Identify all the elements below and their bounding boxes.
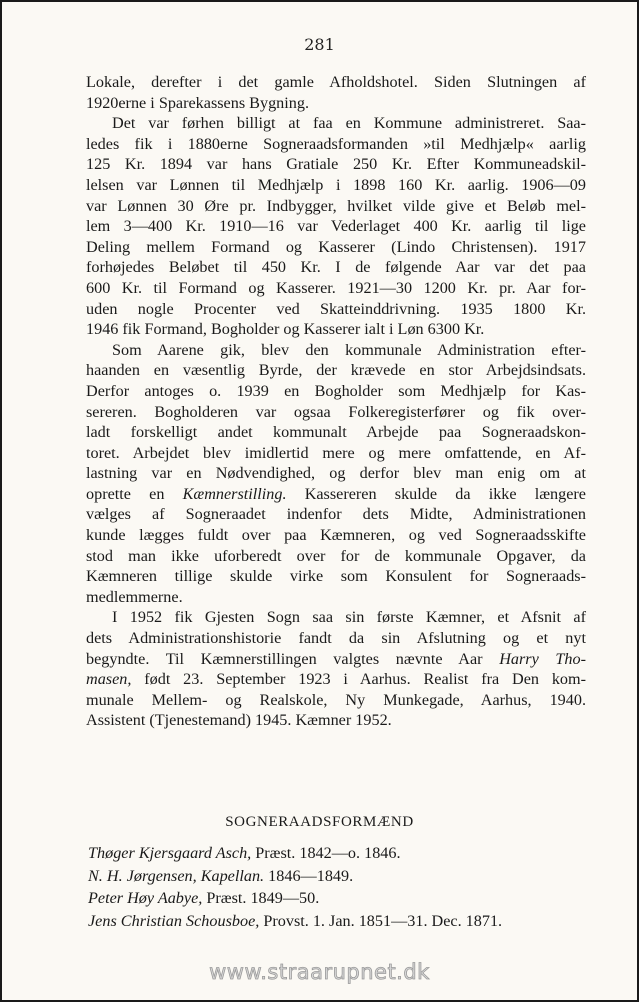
text-line: I 1952 fik Gjesten Sogn saa sin første Kæmner, et Afsnit af <box>112 608 586 627</box>
text-line <box>86 484 586 505</box>
page-number: 281 <box>304 35 335 54</box>
text-line: ladt forskelligt andet kommunalt Arbejde paa Sogneraadskon- <box>86 423 586 442</box>
text-line: Assistent (Tjenestemand) 1945. Kæmner 1952. <box>86 711 392 730</box>
text-line: Kæmneren tillige skulde virke som Konsulent for Sogneraads- <box>86 567 586 586</box>
chairmen-list <box>88 842 588 932</box>
text-line: munale Mellem- og Realskole, Ny Munkegade, Aarhus, 1940. <box>86 690 586 709</box>
text-line: 600 Kr. til Formand og Kasserer. 1921—30 1200 Kr. pr. Aar for- <box>86 278 586 297</box>
list-item <box>88 910 588 933</box>
text-line: medlemmerne. <box>86 587 183 606</box>
body-text <box>86 72 586 731</box>
chairman-name: Jens Christian Schousboe, <box>88 911 260 930</box>
text-line: uden nogle Procenter ved Skatteinddrivning. 1935 1800 Kr. <box>86 299 586 318</box>
text-line: Deling mellem Formand og Kasserer (Lindo Christensen). 1917 <box>86 237 586 256</box>
chairman-name: N. H. Jørgensen, Kapellan. <box>88 866 265 885</box>
chairman-details: Provst. 1. Jan. 1851—31. Dec. 1871. <box>259 911 503 930</box>
text-line: haanden en væsentlig Byrde, der krævede en stor Arbejdsindsats. <box>86 361 586 380</box>
text-run: oprette en <box>86 484 183 503</box>
text-line: vælges af Sogneraadet indenfor dets Midte, Administrationen <box>86 505 586 524</box>
text-line: var Lønnen 30 Øre pr. Indbygger, hvilket vilde give et Beløb mel- <box>86 196 586 215</box>
text-line: toret. Arbejdet blev imidlertid mere og mere omfattende, en Af- <box>86 443 586 462</box>
paragraph-3 <box>86 340 586 608</box>
text-line: lem 3—400 Kr. 1910—16 var Vederlaget 400 Kr. aarlig til lige <box>86 217 586 236</box>
website-watermark: www.straarupnet.dk <box>209 960 430 984</box>
text-line: Lokale, derefter i det gamle Afholdshotel. Siden Slutningen af <box>86 73 586 91</box>
text-line: kunde lægges fuldt over paa Kæmneren, og ved Sogneraadsskifte <box>86 526 586 545</box>
text-line: dets Administrationshistorie fandt da sin Afslutning og et nyt <box>86 629 586 648</box>
list-item <box>88 887 588 910</box>
text-line <box>86 649 586 670</box>
paragraph-2 <box>86 113 586 340</box>
italic-person-name: Harry Tho- <box>499 649 587 668</box>
text-line: 125 Kr. 1894 var hans Gratiale 250 Kr. Efter Kommuneadskil- <box>86 155 586 174</box>
paragraph-4 <box>86 607 586 731</box>
text-line: stod man ikke uforberedt over for de kommunale Opgaver, da <box>86 546 586 565</box>
text-run: begyndte. Til Kæmnerstillingen valgtes nævnte Aar <box>86 649 500 668</box>
chairman-name: Thøger Kjersgaard Asch, <box>88 844 252 862</box>
text-line: Som Aarene gik, blev den kommunale Administration efter- <box>112 340 586 359</box>
list-item <box>88 865 588 888</box>
text-line: lastning var en Nødvendighed, og derfor blev man enig om at <box>86 464 586 483</box>
text-line <box>86 669 586 690</box>
section-heading: SOGNERAADSFORMÆND <box>225 814 414 830</box>
text-line: sereren. Bogholderen var ogsaa Folkeregisterfører og fik over- <box>86 402 586 421</box>
text-line: 1920erne i Sparekassens Bygning. <box>86 93 309 112</box>
italic-term: Kæmnerstilling. <box>182 484 287 503</box>
chairman-name: Peter Høy Aabye, <box>88 889 203 907</box>
text-line: Derfor antoges o. 1939 en Bogholder som Medhjælp for Kas- <box>86 381 586 400</box>
chairman-details: Præst. 1849—50. <box>202 889 320 907</box>
text-run: Kassereren skulde da ikke længere <box>286 484 586 503</box>
text-line: Det var førhen billigt at faa en Kommune administreret. Saa- <box>112 114 586 133</box>
text-line: 1946 fik Formand, Bogholder og Kasserer ialt i Løn 6300 Kr. <box>86 320 485 339</box>
chairman-details: 1846—1849. <box>264 866 354 885</box>
text-line: lelsen var Lønnen til Medhjælp i 1898 160 Kr. aarlig. 1906—09 <box>86 175 586 194</box>
paragraph-1 <box>86 72 586 113</box>
italic-person-name: masen, <box>86 670 132 689</box>
chairman-details: Præst. 1842—o. 1846. <box>251 844 401 862</box>
text-line: ledes fik i 1880erne Sogneraadsformanden »til Medhjælp« aarlig <box>86 134 586 153</box>
list-item <box>88 842 588 865</box>
text-line: forhøjedes Beløbet til 450 Kr. I de følgende Aar var det paa <box>86 258 586 277</box>
text-run: født 23. September 1923 i Aarhus. Realist fra Den kom- <box>131 670 586 689</box>
